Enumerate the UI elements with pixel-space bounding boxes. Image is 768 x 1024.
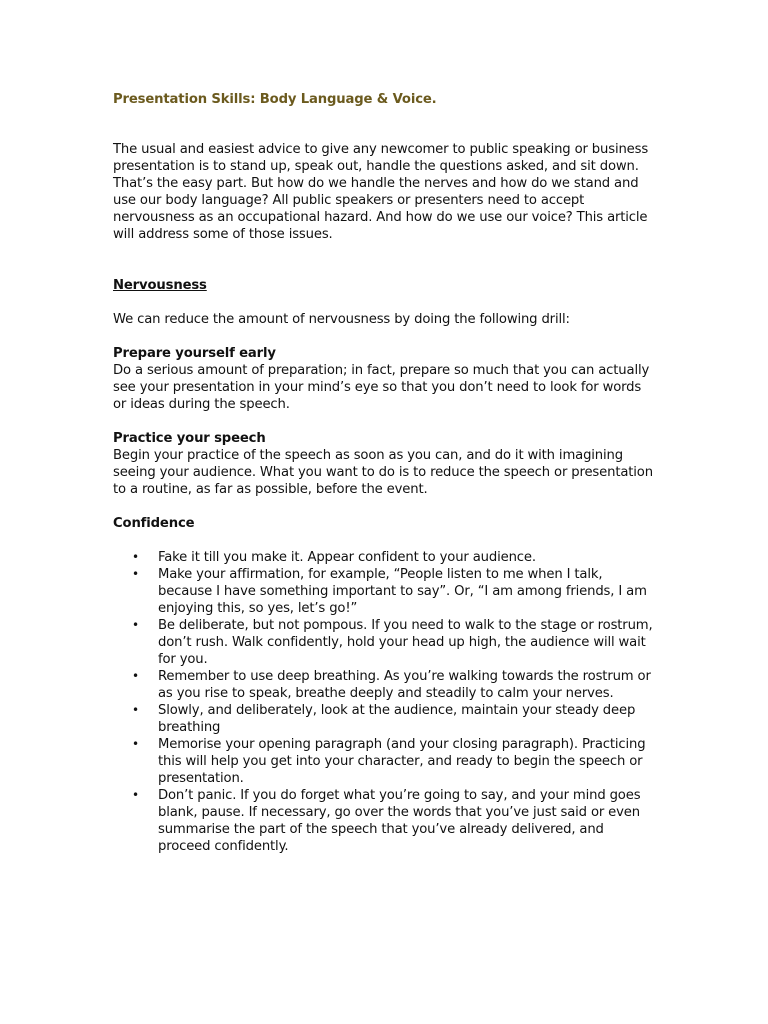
list-item xyxy=(113,736,658,787)
list-item xyxy=(113,566,658,617)
paragraph-practice-speech: Begin your practice of the speech as soon as you can, and do it with imagining seeing your audience. What you want to do is to reduce the speech or presentation to a routine, as far as possible, before the event. xyxy=(113,448,653,497)
subheading-prepare-early: Prepare yourself early xyxy=(113,346,276,361)
list-item-text: Slowly, and deliberately, look at the audience, maintain your steady deep breathing xyxy=(158,703,636,735)
list-item-text: Don’t panic. If you do forget what you’re going to say, and your mind goes blank, pause. If necessary, go over the words that you’ve just said or even summarise the part of the speech that you’ve already delivered, and proceed confidently. xyxy=(158,788,641,854)
document-body xyxy=(113,91,658,855)
bullet-icon: • xyxy=(132,703,139,717)
subheading-practice-speech: Practice your speech xyxy=(113,431,266,446)
list-item xyxy=(113,668,658,702)
bullet-icon: • xyxy=(132,788,139,802)
bullet-icon: • xyxy=(132,567,139,581)
confidence-bullet-list xyxy=(113,549,658,855)
list-item xyxy=(113,702,658,736)
document-title: Presentation Skills: Body Language & Voice. xyxy=(113,92,437,107)
list-item-text: Fake it till you make it. Appear confident to your audience. xyxy=(158,550,536,565)
list-item-text: Remember to use deep breathing. As you’re walking towards the rostrum or as you rise to speak, breathe deeply and steadily to calm your nerves. xyxy=(158,669,651,701)
list-item-text: Make your affirmation, for example, “People listen to me when I talk, because I have something important to say”. Or, “I am among friends, I am enjoying this, so yes, let’s go!” xyxy=(158,567,647,616)
list-item-text: Be deliberate, but not pompous. If you need to walk to the stage or rostrum, don’t rush. Walk confidently, hold your head up high, the audience will wait for you. xyxy=(158,618,653,667)
list-item xyxy=(113,549,658,566)
list-item xyxy=(113,617,658,668)
list-item xyxy=(113,787,658,855)
paragraph-prepare-early: Do a serious amount of preparation; in fact, prepare so much that you can actually see your presentation in your mind’s eye so that you don’t need to look for words or ideas during the speech. xyxy=(113,363,650,412)
bullet-icon: • xyxy=(132,618,139,632)
list-item-text: Memorise your opening paragraph (and your closing paragraph). Practicing this will help you get into your character, and ready to begin the speech or presentation. xyxy=(158,737,646,786)
bullet-icon: • xyxy=(132,737,139,751)
intro-paragraph: The usual and easiest advice to give any newcomer to public speaking or business presentation is to stand up, speak out, handle the questions asked, and sit down. That’s the easy part. But how do we handle the nerves and how do we stand and use our body language? All public speakers or presenters need to accept nervousness as an occupational hazard. And how do we use our voice? This article will address some of those issues. xyxy=(113,142,649,242)
section-lead-paragraph: We can reduce the amount of nervousness by doing the following drill: xyxy=(113,312,570,327)
section-heading-nervousness: Nervousness xyxy=(113,278,207,293)
bullet-icon: • xyxy=(132,550,139,564)
subheading-confidence: Confidence xyxy=(113,516,195,531)
bullet-icon: • xyxy=(132,669,139,683)
